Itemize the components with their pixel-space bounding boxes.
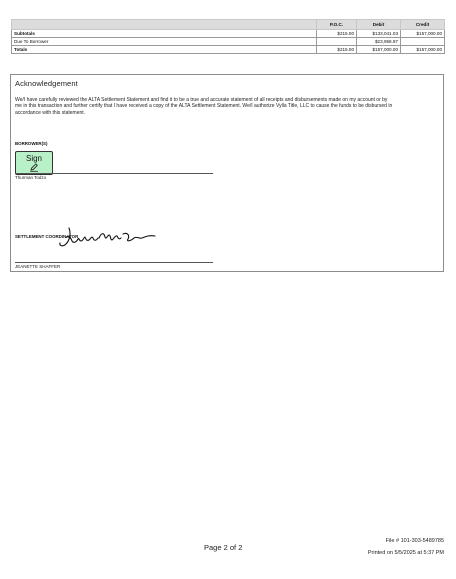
row-credit: [401, 38, 445, 46]
coordinator-role-label: SETTLEMENT COORDINATOR: [15, 234, 79, 239]
pencil-icon: [29, 163, 39, 172]
coordinator-signature: [55, 225, 160, 249]
table-row: [12, 46, 445, 54]
sign-button-label: Sign: [25, 154, 42, 163]
row-label: Due To Borrower: [12, 38, 317, 46]
row-debit: $23,958.97: [357, 38, 401, 46]
acknowledgement-box: [10, 74, 444, 272]
row-poc: $215.00: [317, 46, 357, 54]
row-poc: $215.00: [317, 30, 357, 38]
borrower-role-label: BORROWER(S): [15, 141, 48, 146]
header-blank: [12, 20, 317, 30]
row-label: Subtotals: [12, 30, 317, 38]
table-row: [12, 30, 445, 38]
borrower-name: Thurman Todzo: [15, 175, 47, 180]
totals-table: [11, 19, 445, 54]
row-debit: $157,000.00: [357, 46, 401, 54]
table-header-row: [12, 20, 445, 30]
coordinator-name: JEANETTE SHAFFER: [15, 264, 61, 269]
printed-timestamp: Printed on 5/5/2025 at 5:37 PM: [367, 550, 444, 556]
row-credit: $157,000.00: [401, 46, 445, 54]
row-label: Totals: [12, 46, 317, 54]
header-credit: Credit: [401, 20, 445, 30]
acknowledgement-text: We/I have carefully reviewed the ALTA Settlement Statement and find it to be a true and accurate statement of all receipts and disbursements made on my account or by me in this transaction and further certify that I have received a copy of the ALTA Settlement Statement. We/I authorize Vylla Title, LLC to cause the funds to be disbursed in accordance with this statement.: [15, 97, 393, 116]
acknowledgement-title: Acknowledgement: [15, 79, 78, 88]
row-credit: $157,000.00: [401, 30, 445, 38]
sign-button[interactable]: [15, 151, 53, 175]
header-debit: Debit: [357, 20, 401, 30]
row-poc: [317, 38, 357, 46]
page-number: Page 2 of 2: [204, 543, 243, 552]
header-poc: P.O.C.: [317, 20, 357, 30]
coordinator-signature-line: [15, 262, 213, 263]
table-row: [12, 38, 445, 46]
borrower-signature-line: [15, 173, 213, 174]
file-number: File # 101-303-5489785: [385, 538, 444, 544]
row-debit: $133,041.03: [357, 30, 401, 38]
